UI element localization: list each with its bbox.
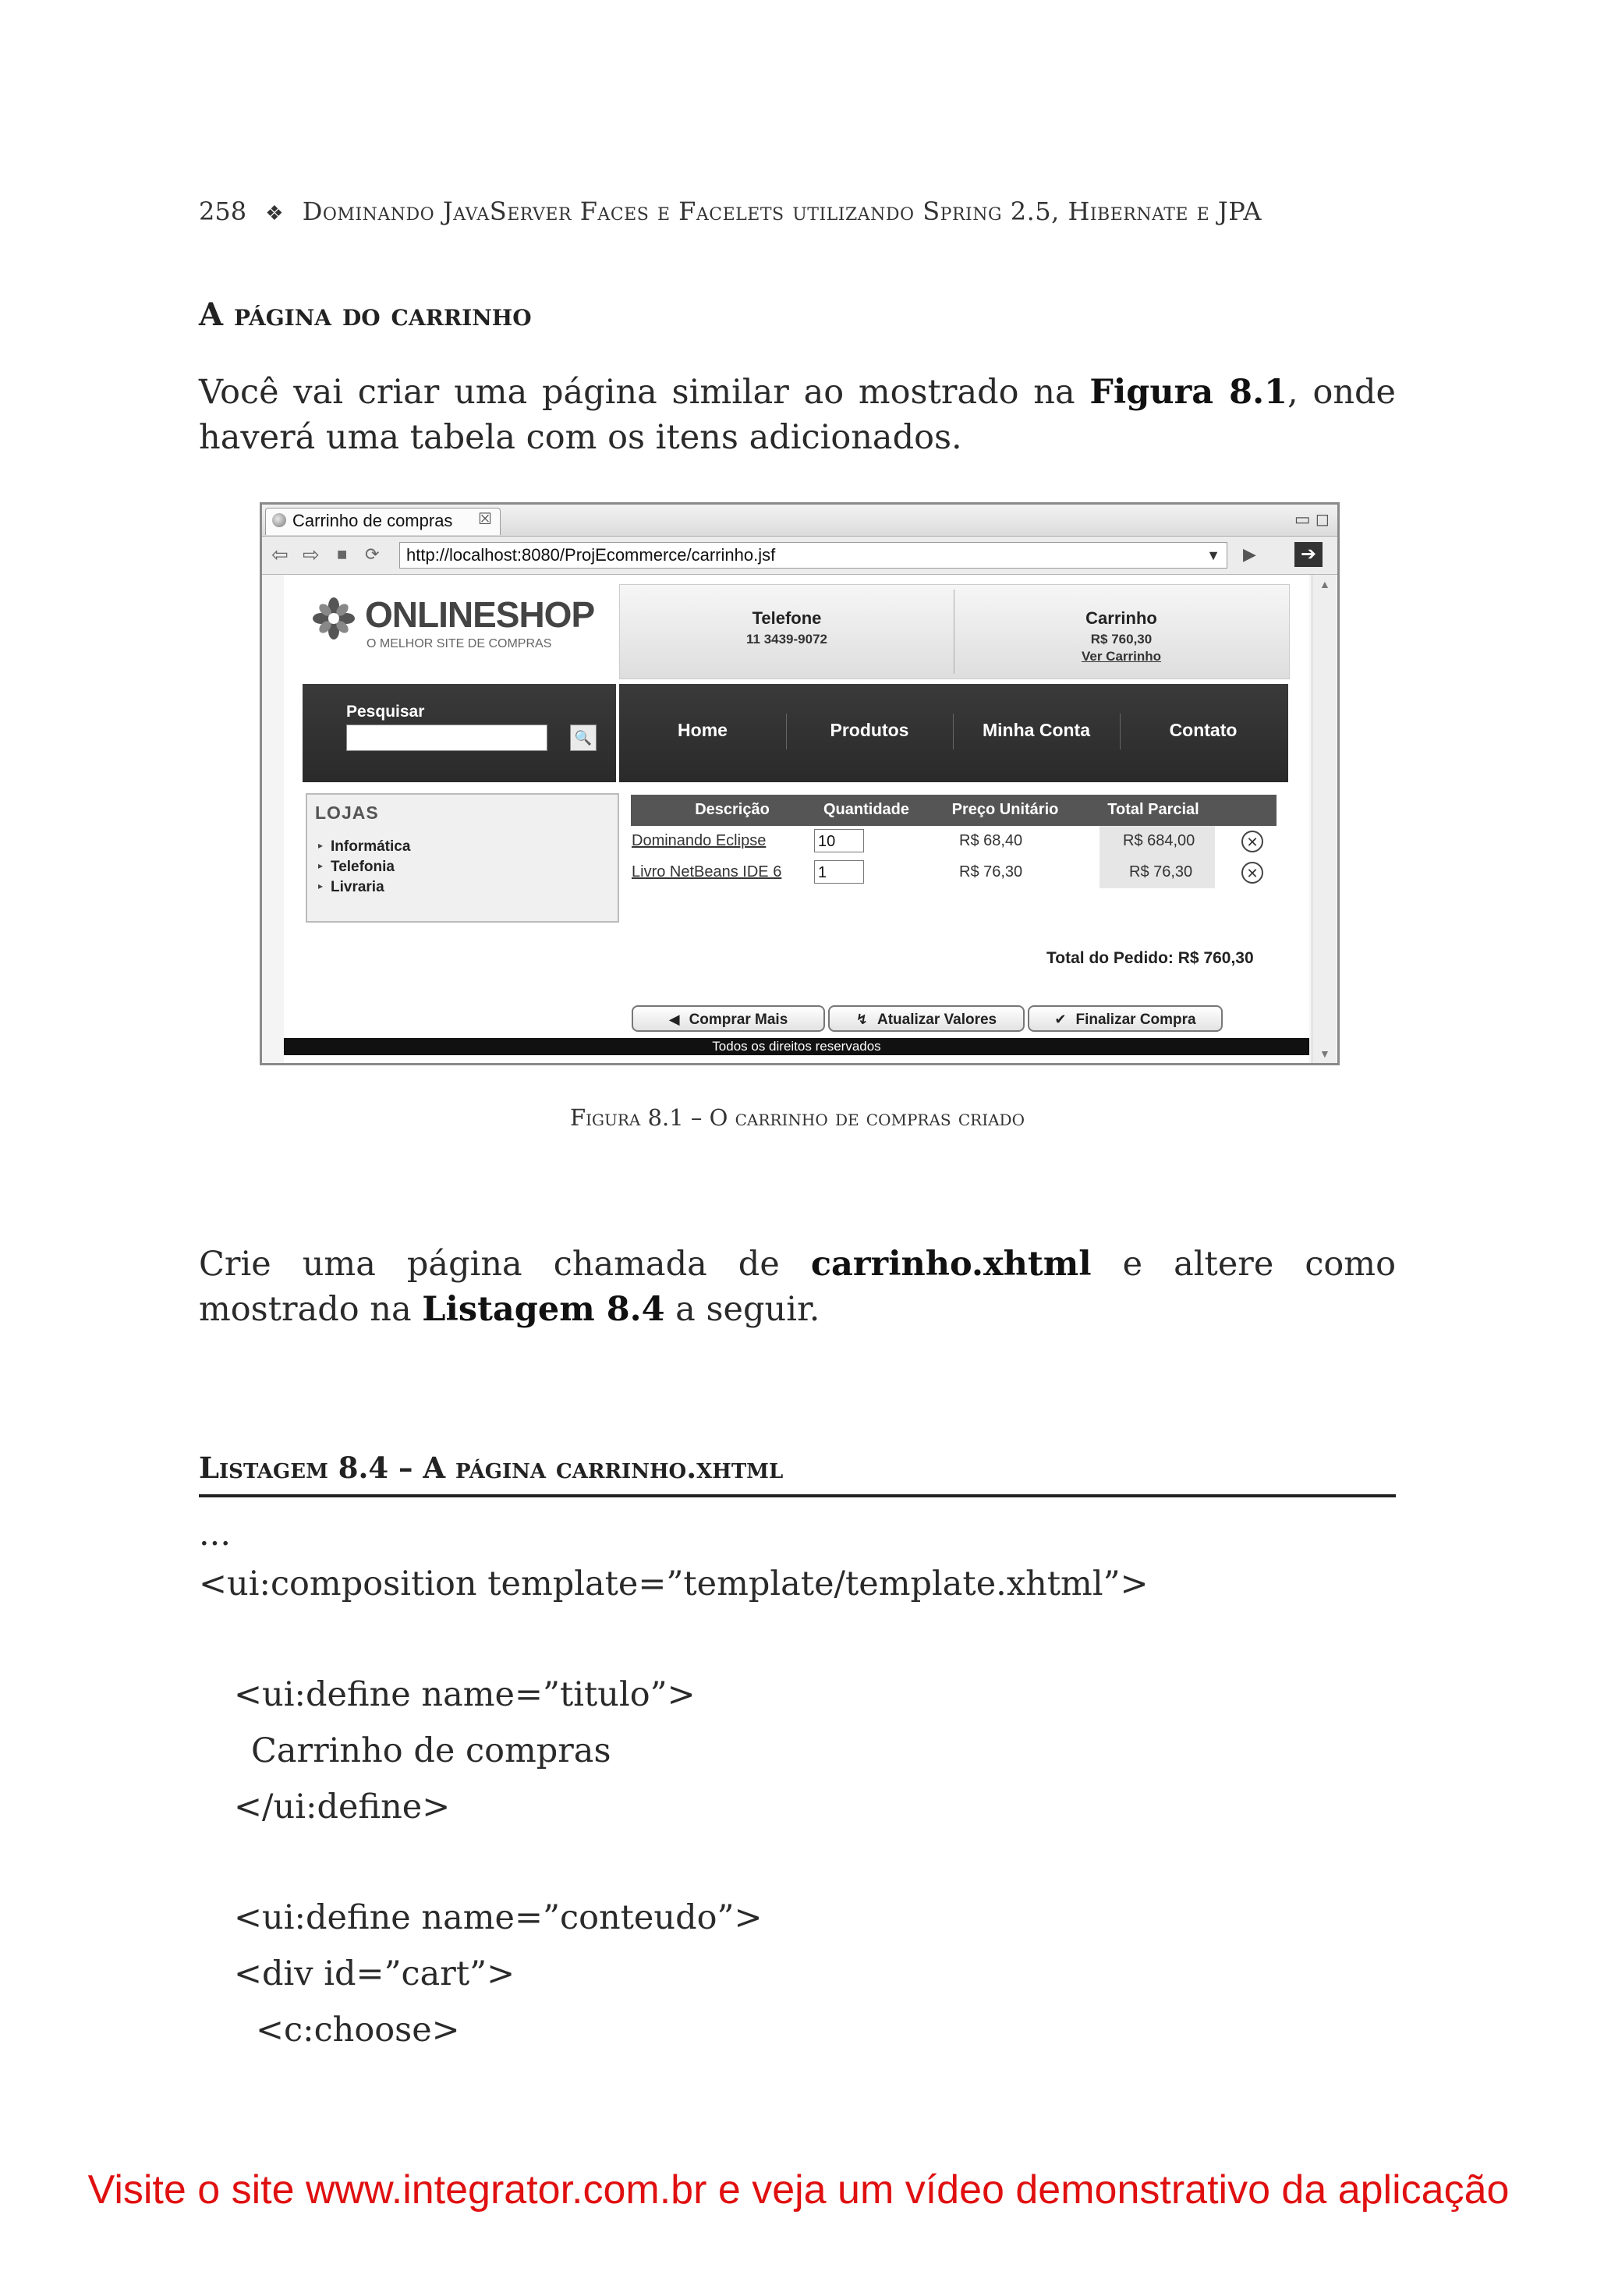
phone-label: Telefone — [752, 608, 822, 628]
main-menu — [619, 684, 1288, 782]
code-line: Carrinho de compras — [251, 1731, 611, 1770]
back-icon[interactable]: ⇦ — [271, 543, 289, 566]
para2-d: Listagem 8.4 — [422, 1290, 665, 1329]
button-label: Atualizar Valores — [876, 1012, 997, 1028]
header-info-bar — [619, 584, 1290, 679]
quantity-input[interactable]: 1 — [814, 860, 864, 884]
tab-close-icon[interactable]: ☒ — [478, 511, 492, 528]
listing-title: Listagem 8.4 – A página carrinho.xhtml — [199, 1451, 784, 1485]
refresh-icon[interactable]: ⟳ — [365, 544, 380, 564]
logo-title: ONLINESHOP — [365, 594, 595, 635]
cart-table-header — [631, 795, 1277, 826]
code-line: <ui:composition template=”template/template.xhtml”> — [199, 1564, 1149, 1603]
bullet-icon: ▸ — [318, 860, 324, 871]
button-label: Finalizar Compra — [1075, 1012, 1196, 1028]
bullet-icon: ▸ — [318, 880, 324, 891]
section-title: A página do carrinho — [199, 296, 532, 333]
check-icon: ✔ — [1054, 1012, 1067, 1027]
code-line: <ui:define name=”titulo”> — [234, 1675, 696, 1714]
store-link-livraria[interactable] — [318, 879, 384, 896]
page-number: 258 — [199, 197, 247, 226]
stores-panel — [306, 793, 619, 923]
search-label: Pesquisar — [346, 703, 425, 721]
divider — [199, 1494, 1396, 1497]
store-label: Livraria — [331, 879, 384, 895]
remove-icon[interactable]: ✕ — [1241, 831, 1263, 852]
store-link-informatica[interactable] — [318, 838, 411, 856]
atualizar-valores-button[interactable] — [828, 1005, 1025, 1032]
code-line: <ui:define name=”conteudo”> — [234, 1898, 763, 1937]
quantity-input[interactable]: 10 — [814, 829, 864, 852]
store-label: Telefonia — [331, 859, 395, 875]
url-text: http://localhost:8080/ProjEcommerce/carrinho.jsf — [406, 545, 776, 565]
para2-a: Crie uma página chamada de — [199, 1245, 811, 1284]
flower-logo-icon — [310, 595, 357, 642]
play-icon[interactable]: ▶ — [1243, 544, 1256, 564]
address-bar[interactable] — [399, 542, 1227, 569]
remove-icon[interactable]: ✕ — [1241, 862, 1263, 884]
unit-price: R$ 68,40 — [959, 832, 1023, 849]
page-bottom — [0, 2254, 1597, 2296]
product-link[interactable]: Livro NetBeans IDE 6 — [632, 863, 782, 880]
running-header — [199, 197, 1400, 226]
phone-value: 11 3439-9072 — [746, 632, 827, 647]
comprar-mais-button[interactable] — [632, 1005, 825, 1032]
page-footer — [284, 1038, 1309, 1055]
store-link-telefonia[interactable] — [318, 859, 395, 876]
scroll-down-icon[interactable]: ▼ — [1319, 1047, 1330, 1060]
store-label: Informática — [331, 838, 411, 855]
arrow-left-icon: ◀ — [668, 1012, 680, 1027]
footer-text: Todos os direitos reservados — [712, 1039, 881, 1054]
para1-bold: Figura 8.1 — [1089, 373, 1287, 412]
search-input[interactable] — [346, 725, 547, 751]
para1-after: , onde haverá uma tabela com os itens adicionados. — [199, 373, 1396, 457]
tab-title: Carrinho de compras — [292, 511, 453, 530]
view-cart-link[interactable]: Ver Carrinho — [1081, 649, 1162, 664]
column-header: Descrição — [695, 801, 770, 818]
paragraph-intro — [199, 370, 1396, 460]
menu-item-contato[interactable]: Contato — [1169, 720, 1238, 740]
figure-caption: Figura 8.1 – O carrinho de compras criado — [570, 1104, 1025, 1131]
column-header: Quantidade — [823, 801, 909, 818]
menu-item-produtos[interactable]: Produtos — [830, 720, 909, 740]
stores-title: LOJAS — [315, 803, 379, 823]
menu-item-home[interactable]: Home — [678, 720, 728, 740]
search-panel — [303, 684, 616, 782]
refresh-icon: ↯ — [855, 1012, 868, 1027]
button-label: Comprar Mais — [689, 1012, 788, 1028]
cart-summary-block — [954, 585, 1288, 679]
phone-block — [620, 585, 954, 679]
code-line: ... — [199, 1515, 232, 1554]
cart-label: Carrinho — [1085, 608, 1157, 628]
column-header: Total Parcial — [1107, 801, 1199, 818]
code-line: </ui:define> — [234, 1788, 451, 1827]
dropdown-icon[interactable]: ▼ — [1206, 547, 1220, 563]
promo-link[interactable]: Visite o site www.integrator.com.br e veja um vídeo demonstrativo da aplicação — [87, 2167, 1510, 2213]
logo[interactable] — [303, 584, 616, 678]
search-icon[interactable]: 🔍 — [570, 725, 597, 751]
browser-tab-bar — [262, 505, 1337, 537]
code-line: <div id=”cart”> — [234, 1954, 515, 1993]
vertical-scrollbar[interactable] — [1312, 575, 1336, 1063]
unit-price: R$ 76,30 — [959, 863, 1023, 880]
para2-c: e altere como mostrado na — [199, 1245, 1396, 1329]
window-controls[interactable]: ▭ ◻ — [1294, 509, 1330, 529]
finalizar-compra-button[interactable] — [1028, 1005, 1223, 1032]
column-header: Preço Unitário — [951, 801, 1059, 818]
globe-icon — [272, 513, 286, 527]
partial-total: R$ 684,00 — [1123, 832, 1195, 849]
para2-b: carrinho.xhtml — [810, 1245, 1092, 1284]
para2-e: a seguir. — [664, 1290, 820, 1329]
para1-before: Você vai criar uma página similar ao mostrado na — [199, 373, 1090, 412]
code-line: <c:choose> — [256, 2011, 460, 2050]
browser-screenshot — [260, 502, 1340, 1065]
go-button[interactable]: ➔ — [1294, 542, 1323, 567]
web-page — [284, 575, 1309, 1063]
cart-value: R$ 760,30 — [1090, 632, 1153, 647]
browser-navbar — [262, 537, 1337, 575]
order-total: Total do Pedido: R$ 760,30 — [1046, 949, 1254, 967]
stop-icon[interactable]: ■ — [337, 544, 348, 564]
paragraph-instructions — [199, 1242, 1396, 1332]
book-title: Dominando JavaServer Faces e Facelets utilizando Spring 2.5, Hibernate e JPA — [302, 197, 1262, 226]
product-link[interactable]: Dominando Eclipse — [632, 832, 767, 849]
forward-icon[interactable]: ⇨ — [303, 543, 320, 566]
diamond-icon: ❖ — [265, 202, 284, 225]
logo-subtitle: O MELHOR SITE DE COMPRAS — [366, 637, 552, 650]
browser-tab[interactable] — [265, 508, 501, 535]
menu-item-minha-conta[interactable]: Minha Conta — [983, 720, 1090, 740]
bullet-icon: ▸ — [318, 840, 324, 851]
partial-total: R$ 76,30 — [1129, 863, 1193, 880]
scroll-up-icon[interactable]: ▲ — [1319, 578, 1330, 590]
